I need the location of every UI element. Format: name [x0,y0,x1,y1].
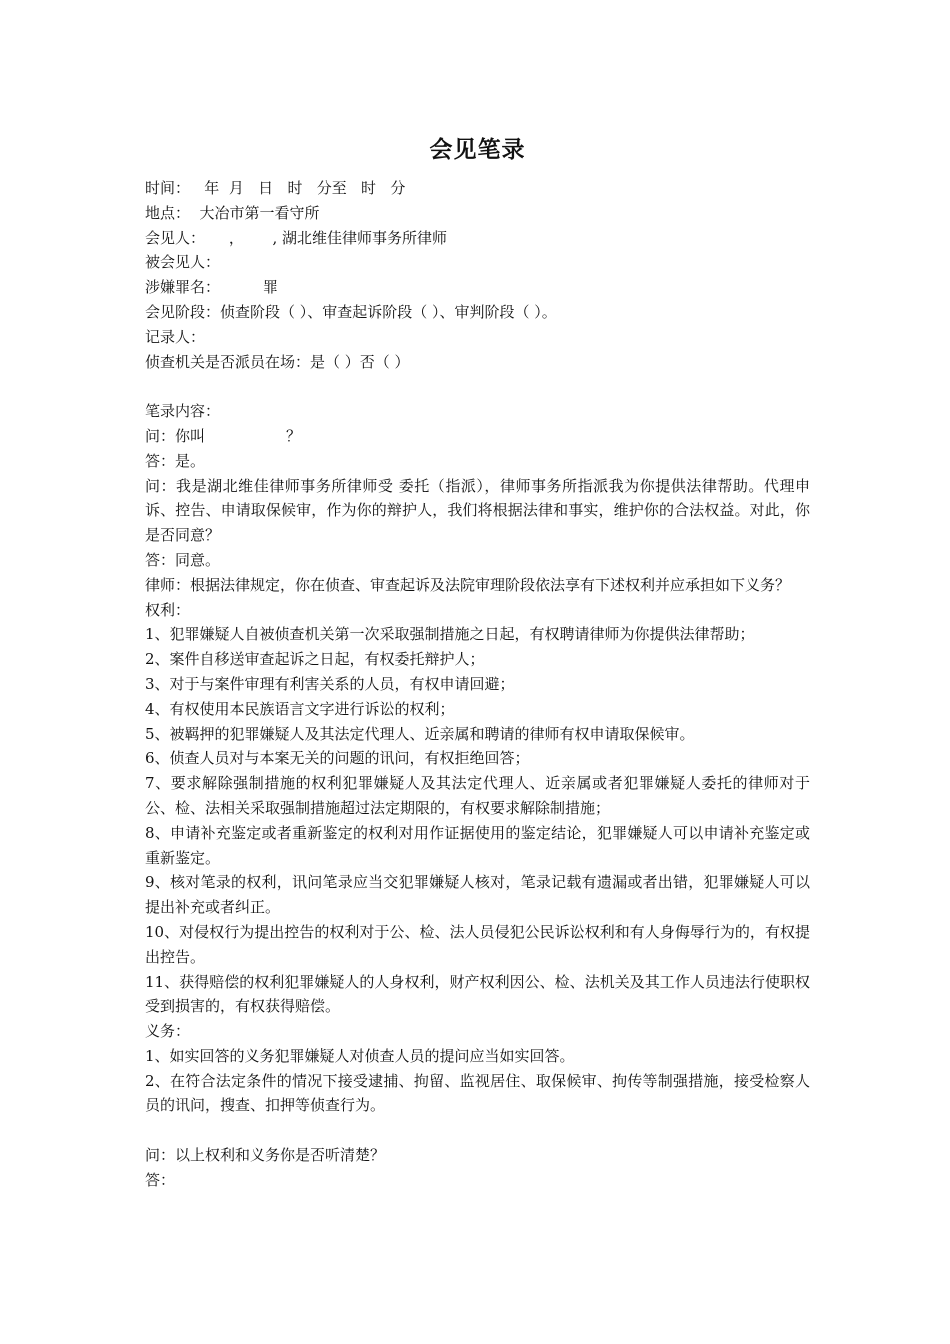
duty-item: 2、在符合法定条件的情况下接受逮捕、拘留、监视居住、取保候审、拘传等制强措施，接受检察人员的讯问，搜查、扣押等侦查行为。 [145,1071,810,1115]
right-item: 2、案件自移送审查起诉之日起，有权委托辩护人； [145,650,485,669]
recorder-line: 记录人： [145,327,206,346]
lawyer-statement: 律师：根据法律规定，你在侦查、审查起诉及法院审理阶段依法享有下述权利并应承担如下义务？ [145,575,791,594]
location-line: 地点： 大冶市第一看守所 [145,203,320,222]
rights-label: 权利： [145,600,191,619]
right-item: 11、获得赔偿的权利犯罪嫌疑人的人身权利，财产权利因公、检、法机关及其工作人员违法行使职权受到损害的，有权获得赔偿。 [145,972,810,1016]
right-item: 9、核对笔录的权利，讯问笔录应当交犯罪嫌疑人核对，笔录记载有遗漏或者出错，犯罪嫌疑人可以提出补充或者纠正。 [145,873,810,917]
right-item: 5、被羁押的犯罪嫌疑人及其法定代理人、近亲属和聘请的律师有权申请取保候审。 [145,724,695,743]
name-question: 问：你叫 ？ [145,426,302,445]
visitor-line: 会见人： ， , 湖北维佳律师事务所律师 [145,228,447,247]
document-title: 会见笔录 [429,137,526,163]
right-item: 8、申请补充鉴定或者重新鉴定的权利对用作证据使用的鉴定结论，犯罪嫌疑人可以申请补充鉴定或重新鉴定。 [145,823,810,867]
right-item: 10、对侵权行为提出控告的权利对于公、检、法人员侵犯公民诉讼权利和有人身侮辱行为的，有权提出控告。 [145,922,810,966]
spacer [145,374,810,399]
time-line: 时间： 年 月 日 时 分至 时 分 [145,179,406,197]
right-item: 4、有权使用本民族语言文字进行诉讼的权利； [145,699,455,718]
final-answer: 答： [145,1170,176,1189]
visited-person-line: 被会见人： [145,253,221,272]
right-item: 6、侦查人员对与本案无关的问题的讯问，有权拒绝回答； [145,749,530,768]
agree-answer: 答：同意。 [145,550,221,569]
right-item: 7、要求解除强制措施的权利犯罪嫌疑人及其法定代理人、近亲属或者犯罪嫌疑人委托的律师对于公、检、法相关采取强制措施超过法定期限的，有权要求解除制措施； [145,774,810,817]
document-body [145,176,810,1193]
entrust-question: 问：我是湖北维佳律师事务所律师受 委托（指派），律师事务所指派我为你提供法律帮助。代理申诉、控告、申请取保候审，作为你的辩护人，我们将根据法律和事实，维护你的合法权益。对此，你是否同意？ [145,476,810,545]
right-item: 3、对于与案件审理有利害关系的人员，有权申请回避； [145,674,515,693]
duties-label: 义务： [145,1022,191,1041]
duty-item: 1、如实回答的义务犯罪嫌疑人对侦查人员的提问应当如实回答。 [145,1046,575,1065]
name-answer: 答：是。 [145,451,206,470]
record-label: 笔录内容： [145,402,221,421]
stage-line: 会见阶段：侦查阶段（ ）、审查起诉阶段（ ）、审判阶段（ ）。 [145,302,557,321]
charge-line: 涉嫌罪名： 罪 [145,278,278,297]
final-question: 问：以上权利和义务你是否听清楚？ [145,1146,386,1165]
right-item: 1、犯罪嫌疑人自被侦查机关第一次采取强制措施之日起，有权聘请律师为你提供法律帮助； [145,625,755,644]
spacer [145,1118,810,1143]
investigator-present-line: 侦查机关是否派员在场：是（ ）否（ ） [145,352,410,371]
